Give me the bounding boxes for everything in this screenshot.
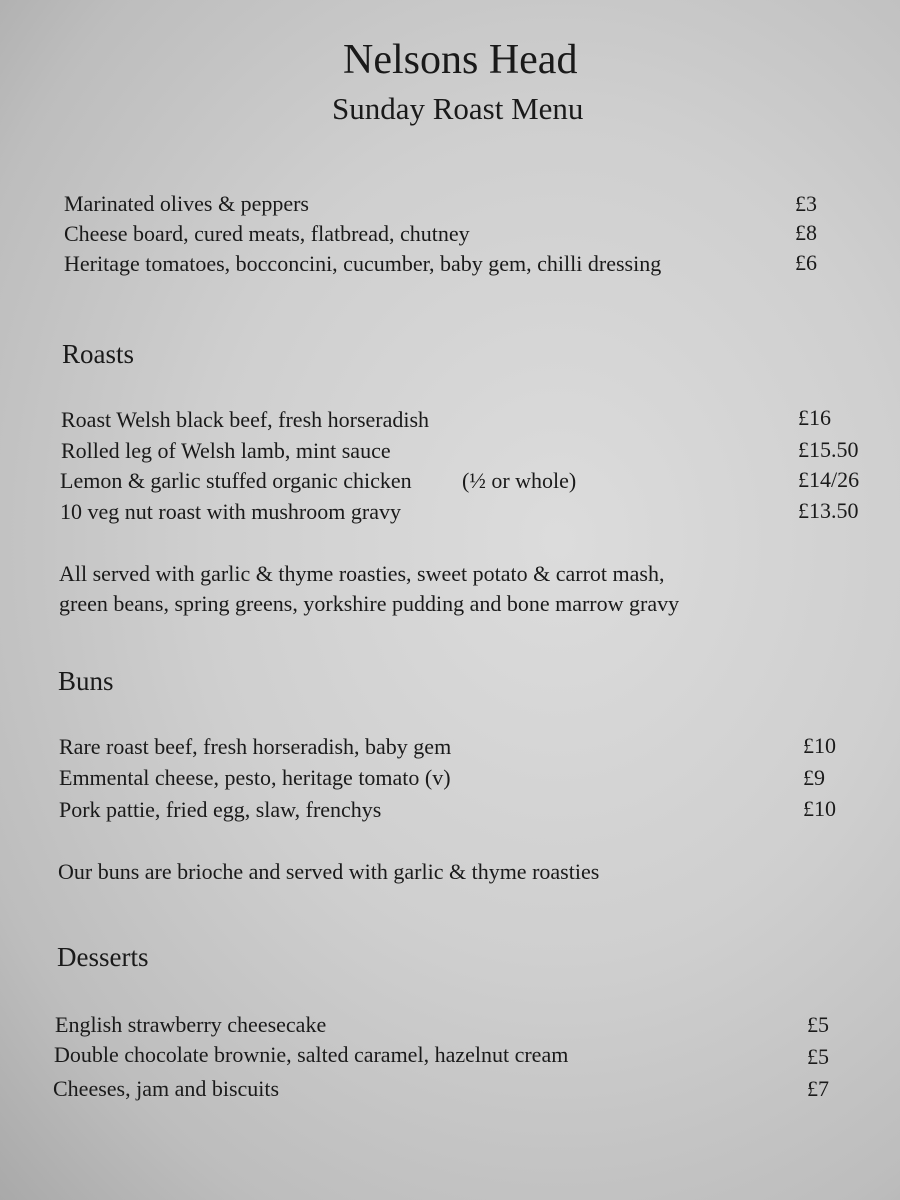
menu-subtitle: Sunday Roast Menu bbox=[332, 91, 584, 126]
menu-item-name: 10 veg nut roast with mushroom gravy bbox=[60, 499, 401, 524]
menu-item-name: Heritage tomatoes, bocconcini, cucumber, baby gem, chilli dressing bbox=[64, 251, 662, 276]
menu-item-price: £10 bbox=[803, 733, 836, 758]
menu-item-name: Rolled leg of Welsh lamb, mint sauce bbox=[61, 438, 391, 463]
section-heading-buns: Buns bbox=[58, 666, 114, 696]
menu-item-price: £7 bbox=[807, 1076, 829, 1101]
menu-title: Nelsons Head bbox=[343, 37, 578, 83]
menu-item-price: £5 bbox=[807, 1012, 829, 1037]
menu-item-name: Cheese board, cured meats, flatbread, chutney bbox=[64, 221, 470, 246]
roasts-note: green beans, spring greens, yorkshire pudding and bone marrow gravy bbox=[59, 591, 680, 616]
menu-item-price: £15.50 bbox=[798, 437, 859, 462]
menu-item-price: £8 bbox=[795, 220, 817, 245]
menu-item-price: £5 bbox=[807, 1044, 829, 1069]
menu-item-name: Marinated olives & peppers bbox=[64, 191, 309, 216]
menu-item-name: Pork pattie, fried egg, slaw, frenchys bbox=[59, 797, 382, 822]
menu-item-price: £14/26 bbox=[798, 467, 860, 492]
menu-item-name: Cheeses, jam and biscuits bbox=[53, 1076, 280, 1101]
menu-item-price: £6 bbox=[795, 250, 817, 275]
menu-item-price: £9 bbox=[803, 765, 825, 790]
menu-item-name: Double chocolate brownie, salted caramel, hazelnut cream bbox=[54, 1042, 569, 1067]
menu-item-name: Rare roast beef, fresh horseradish, baby gem bbox=[59, 734, 452, 759]
menu-item-name: Emmental cheese, pesto, heritage tomato (v) bbox=[59, 765, 451, 790]
roasts-note: All served with garlic & thyme roasties, sweet potato & carrot mash, bbox=[59, 561, 665, 586]
menu-item-name: English strawberry cheesecake bbox=[55, 1012, 327, 1037]
menu-item-name: Roast Welsh black beef, fresh horseradish bbox=[61, 407, 430, 432]
section-heading-desserts: Desserts bbox=[57, 942, 149, 972]
menu-item-name: Lemon & garlic stuffed organic chicken bbox=[60, 468, 412, 493]
menu-item-price: £10 bbox=[803, 796, 836, 821]
menu-item-price: £16 bbox=[798, 405, 831, 430]
menu-item-price: £3 bbox=[795, 191, 817, 216]
section-heading-roasts: Roasts bbox=[62, 339, 135, 369]
menu-item-price: £13.50 bbox=[798, 498, 859, 523]
buns-note: Our buns are brioche and served with garlic & thyme roasties bbox=[58, 859, 600, 884]
menu-item-note: (½ or whole) bbox=[462, 468, 577, 493]
